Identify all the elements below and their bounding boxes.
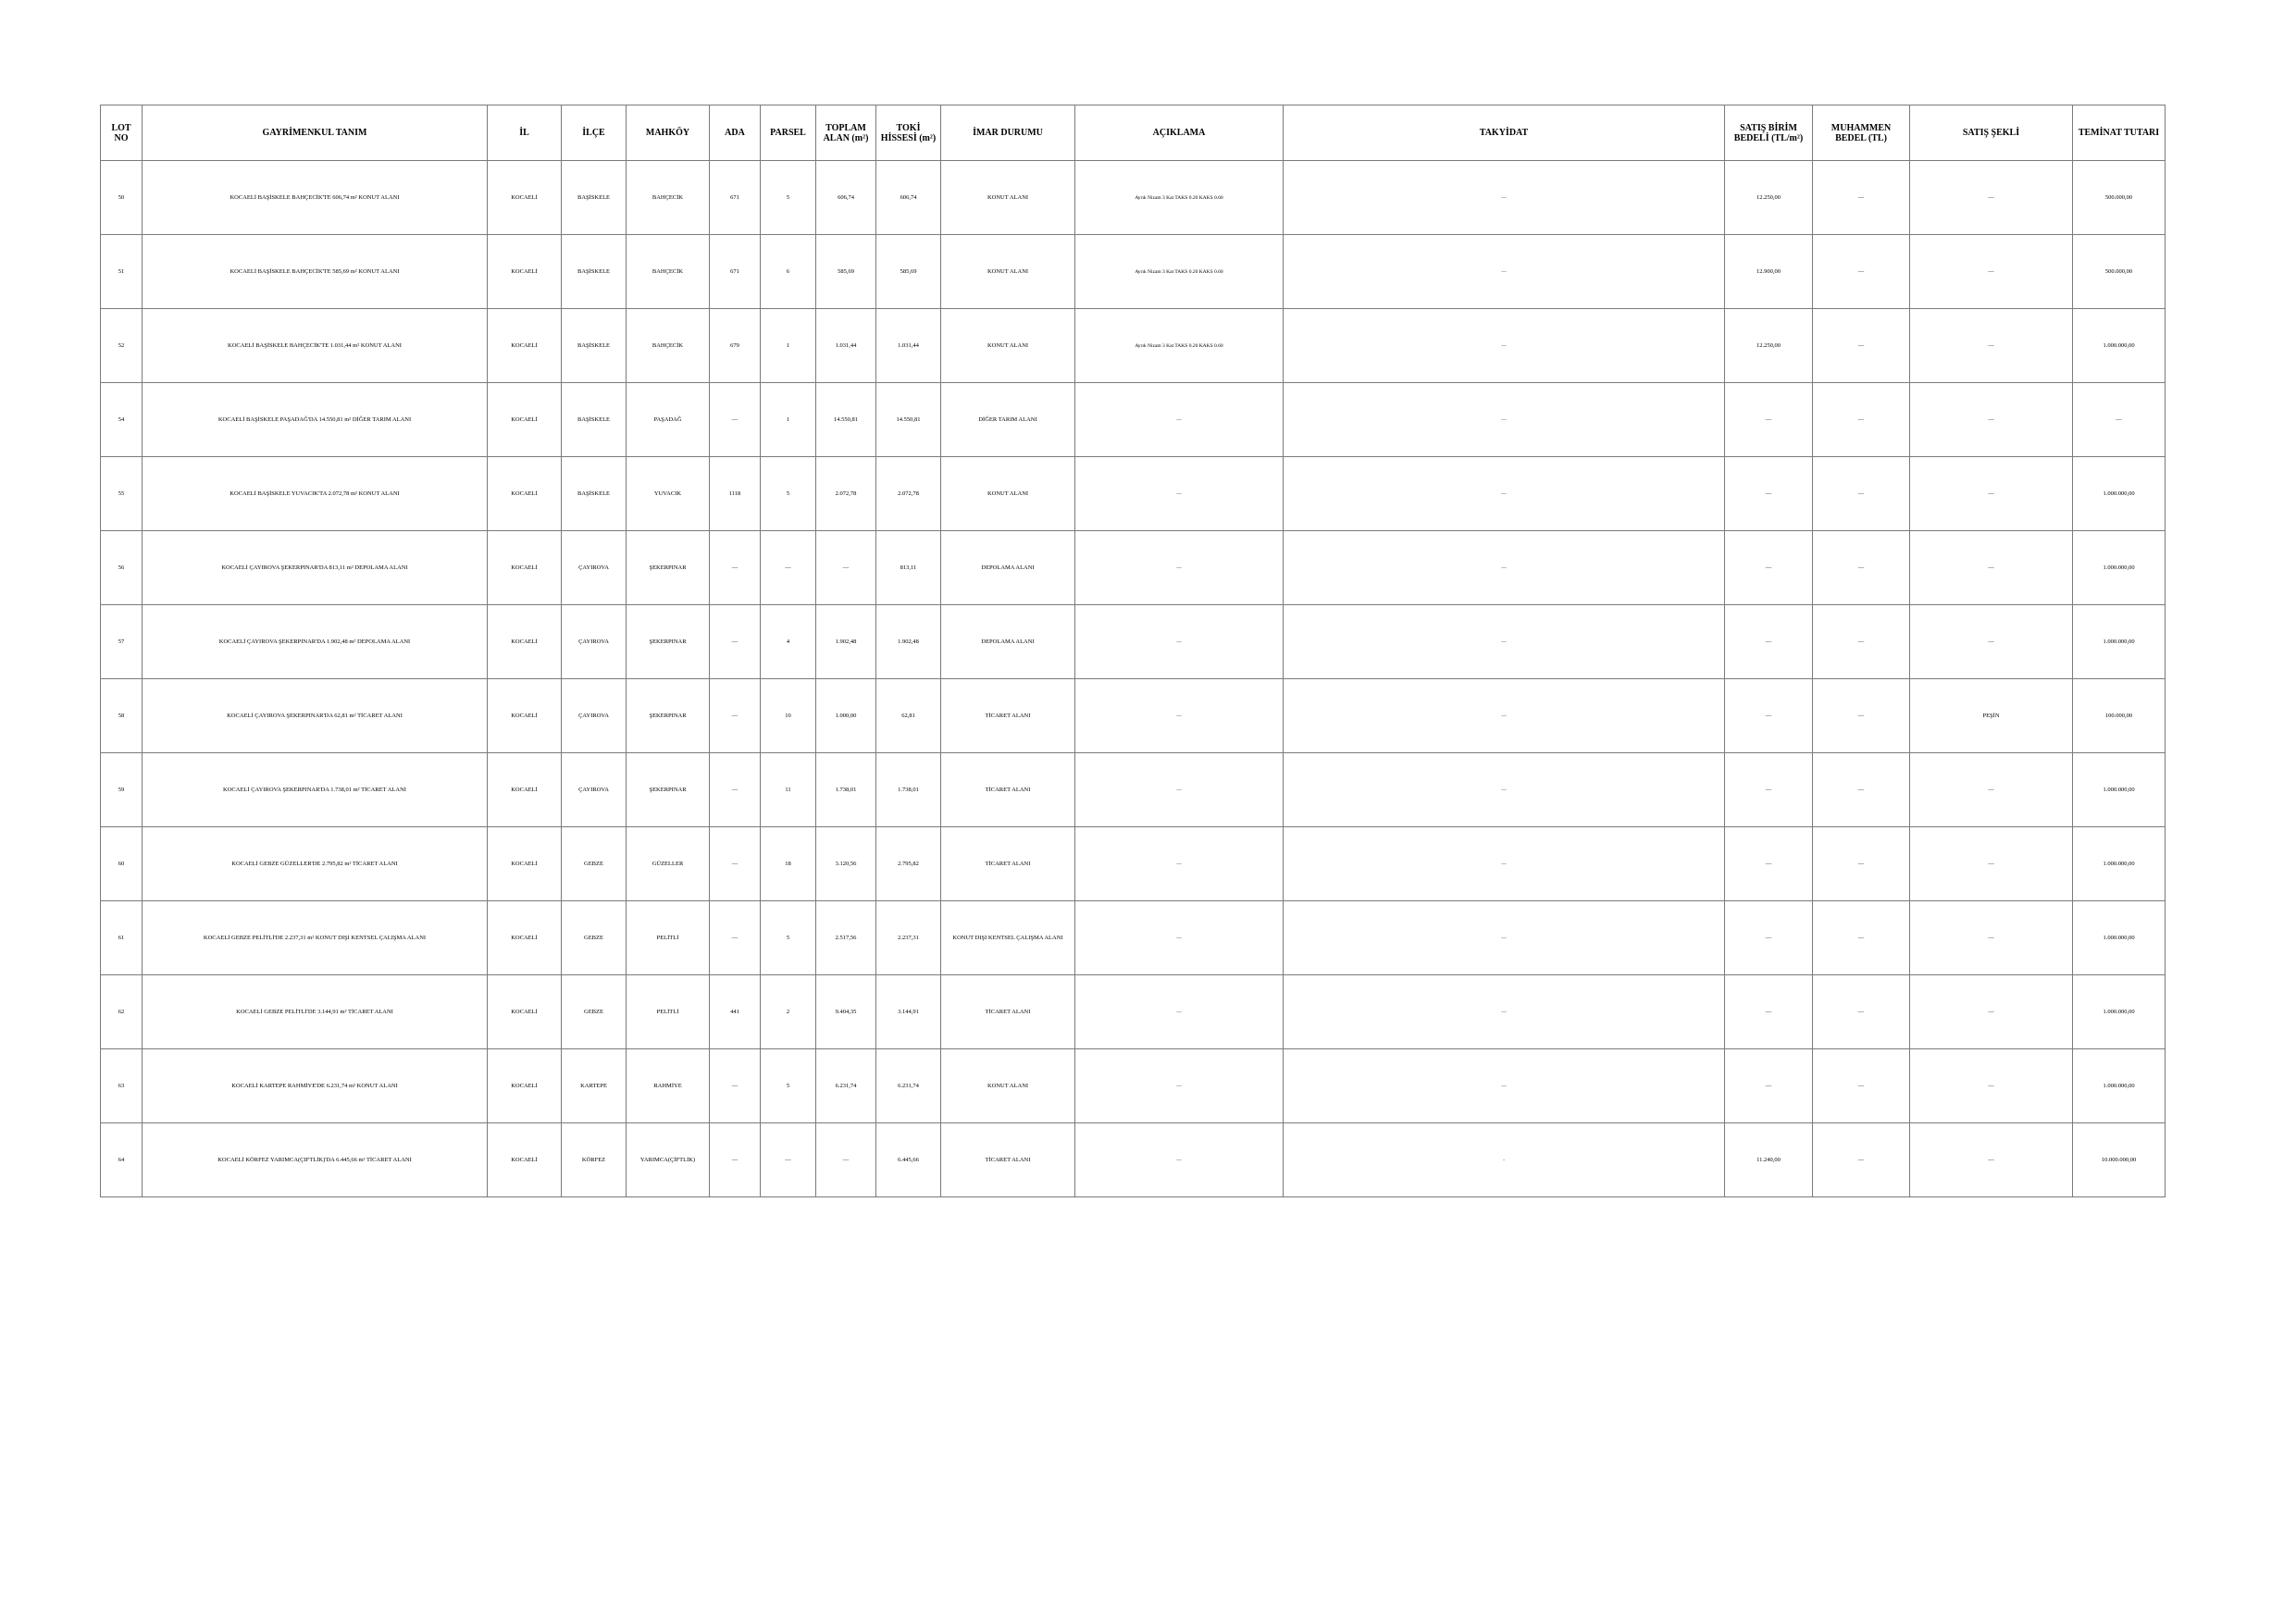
- cell-lot-no: 51: [101, 235, 143, 309]
- cell-sale-type: —: [1910, 383, 2073, 457]
- cell-deposit-amount: 500.000,00: [2073, 161, 2166, 235]
- table-row: [101, 457, 2166, 531]
- cell-neighborhood: BAHÇECİK: [627, 309, 710, 383]
- cell-toki-share: 585,69: [876, 235, 941, 309]
- cell-sale-type: —: [1910, 457, 2073, 531]
- cell-zoning-status: TİCARET ALANI: [941, 975, 1075, 1049]
- cell-property-description: KOCAELİ BAŞİSKELE BAHÇECİK'TE 1.031,44 m² KONUT ALANI: [143, 309, 488, 383]
- cell-parcel: 5: [761, 161, 816, 235]
- cell-zoning-status: KONUT ALANI: [941, 161, 1075, 235]
- cell-encumbrance: -: [1284, 1123, 1725, 1197]
- cell-zoning-status: KONUT DIŞI KENTSEL ÇALIŞMA ALANI: [941, 901, 1075, 975]
- cell-deposit-amount: 1.000.000,00: [2073, 975, 2166, 1049]
- cell-lot-no: 50: [101, 161, 143, 235]
- cell-property-description: KOCAELİ BAŞİSKELE YUVACIK'TA 2.072,78 m² KONUT ALANI: [143, 457, 488, 531]
- cell-property-description: KOCAELİ BAŞİSKELE BAHÇECİK'TE 606,74 m² KONUT ALANI: [143, 161, 488, 235]
- cell-neighborhood: YUVACIK: [627, 457, 710, 531]
- cell-district: GEBZE: [562, 975, 627, 1049]
- cell-district: GEBZE: [562, 901, 627, 975]
- cell-encumbrance: —: [1284, 161, 1725, 235]
- column-header-district: İLÇE: [562, 105, 627, 161]
- cell-sale-type: —: [1910, 309, 2073, 383]
- cell-encumbrance: —: [1284, 309, 1725, 383]
- cell-zoning-status: DEPOLAMA ALANI: [941, 531, 1075, 605]
- cell-total-area: 585,69: [816, 235, 876, 309]
- cell-toki-share: 6.445,66: [876, 1123, 941, 1197]
- column-header-toki-share: TOKİ HİSSESİ (m²): [876, 105, 941, 161]
- cell-neighborhood: ŞEKERPINAR: [627, 679, 710, 753]
- cell-encumbrance: —: [1284, 679, 1725, 753]
- cell-parcel: 5: [761, 901, 816, 975]
- cell-lot-no: 54: [101, 383, 143, 457]
- cell-parcel: 11: [761, 753, 816, 827]
- cell-appraised-value: —: [1813, 679, 1910, 753]
- cell-total-area: 606,74: [816, 161, 876, 235]
- cell-explanation: —: [1075, 827, 1284, 901]
- cell-zoning-status: DEPOLAMA ALANI: [941, 605, 1075, 679]
- cell-encumbrance: —: [1284, 975, 1725, 1049]
- cell-parcel: 5: [761, 457, 816, 531]
- cell-block: —: [710, 901, 761, 975]
- cell-total-area: 1.031,44: [816, 309, 876, 383]
- cell-neighborhood: PELİTLİ: [627, 901, 710, 975]
- cell-parcel: 1: [761, 383, 816, 457]
- cell-unit-price: —: [1725, 531, 1813, 605]
- column-header-lot-no: LOT NO: [101, 105, 143, 161]
- cell-appraised-value: —: [1813, 827, 1910, 901]
- cell-parcel: —: [761, 531, 816, 605]
- cell-block: —: [710, 605, 761, 679]
- cell-total-area: 3.120,56: [816, 827, 876, 901]
- cell-appraised-value: —: [1813, 235, 1910, 309]
- column-header-appraised-value: MUHAMMEN BEDEL (TL): [1813, 105, 1910, 161]
- cell-neighborhood: RAHMİYE: [627, 1049, 710, 1123]
- cell-district: KÖRFEZ: [562, 1123, 627, 1197]
- cell-toki-share: 1.738,01: [876, 753, 941, 827]
- cell-appraised-value: —: [1813, 531, 1910, 605]
- cell-lot-no: 64: [101, 1123, 143, 1197]
- cell-appraised-value: —: [1813, 605, 1910, 679]
- cell-toki-share: 813,11: [876, 531, 941, 605]
- cell-unit-price: 11.240,00: [1725, 1123, 1813, 1197]
- cell-appraised-value: —: [1813, 383, 1910, 457]
- cell-province: KOCAELİ: [488, 605, 562, 679]
- cell-block: 441: [710, 975, 761, 1049]
- cell-appraised-value: —: [1813, 901, 1910, 975]
- cell-province: KOCAELİ: [488, 975, 562, 1049]
- cell-lot-no: 52: [101, 309, 143, 383]
- cell-encumbrance: —: [1284, 605, 1725, 679]
- cell-lot-no: 55: [101, 457, 143, 531]
- cell-deposit-amount: 1.000.000,00: [2073, 457, 2166, 531]
- cell-province: KOCAELİ: [488, 827, 562, 901]
- cell-explanation: —: [1075, 605, 1284, 679]
- cell-lot-no: 60: [101, 827, 143, 901]
- table-row: [101, 531, 2166, 605]
- cell-province: KOCAELİ: [488, 753, 562, 827]
- cell-district: ÇAYIROVA: [562, 605, 627, 679]
- cell-parcel: 2: [761, 975, 816, 1049]
- cell-neighborhood: BAHÇECİK: [627, 235, 710, 309]
- cell-toki-share: 1.902,48: [876, 605, 941, 679]
- cell-explanation: Ayrık Nizam 3 Kat TAKS 0.20 KAKS 0.60: [1075, 309, 1284, 383]
- cell-zoning-status: TİCARET ALANI: [941, 753, 1075, 827]
- column-header-total-area: TOPLAM ALAN (m²): [816, 105, 876, 161]
- cell-province: KOCAELİ: [488, 457, 562, 531]
- column-header-deposit-amount: TEMİNAT TUTARI: [2073, 105, 2166, 161]
- cell-district: KARTEPE: [562, 1049, 627, 1123]
- cell-property-description: KOCAELİ BAŞİSKELE PAŞADAĞ'DA 14.550,81 m² DİĞER TARIM ALANI: [143, 383, 488, 457]
- cell-toki-share: 3.144,91: [876, 975, 941, 1049]
- cell-block: —: [710, 531, 761, 605]
- cell-province: KOCAELİ: [488, 161, 562, 235]
- table-row: [101, 753, 2166, 827]
- table-row: [101, 235, 2166, 309]
- cell-zoning-status: TİCARET ALANI: [941, 679, 1075, 753]
- cell-parcel: 10: [761, 679, 816, 753]
- cell-province: KOCAELİ: [488, 679, 562, 753]
- cell-explanation: —: [1075, 457, 1284, 531]
- column-header-unit-price: SATIŞ BİRİM BEDELİ (TL/m²): [1725, 105, 1813, 161]
- cell-sale-type: —: [1910, 161, 2073, 235]
- cell-district: BAŞİSKELE: [562, 457, 627, 531]
- cell-lot-no: 59: [101, 753, 143, 827]
- cell-appraised-value: —: [1813, 1049, 1910, 1123]
- cell-total-area: 1.902,48: [816, 605, 876, 679]
- cell-total-area: 2.517,56: [816, 901, 876, 975]
- cell-neighborhood: ŞEKERPINAR: [627, 753, 710, 827]
- column-header-explanation: AÇIKLAMA: [1075, 105, 1284, 161]
- cell-appraised-value: —: [1813, 457, 1910, 531]
- cell-neighborhood: PAŞADAĞ: [627, 383, 710, 457]
- cell-sale-type: —: [1910, 901, 2073, 975]
- cell-unit-price: —: [1725, 1049, 1813, 1123]
- cell-property-description: KOCAELİ ÇAYIROVA ŞEKERPINAR'DA 1.902,48 m² DEPOLAMA ALANI: [143, 605, 488, 679]
- cell-deposit-amount: 1.000.000,00: [2073, 827, 2166, 901]
- cell-zoning-status: DİĞER TARIM ALANI: [941, 383, 1075, 457]
- cell-explanation: —: [1075, 1123, 1284, 1197]
- cell-neighborhood: BAHÇECİK: [627, 161, 710, 235]
- cell-encumbrance: —: [1284, 383, 1725, 457]
- cell-total-area: 1.000,00: [816, 679, 876, 753]
- cell-property-description: KOCAELİ BAŞİSKELE BAHÇECİK'TE 585,69 m² KONUT ALANI: [143, 235, 488, 309]
- table-row: [101, 901, 2166, 975]
- cell-encumbrance: —: [1284, 235, 1725, 309]
- cell-toki-share: 2.795,82: [876, 827, 941, 901]
- cell-block: 671: [710, 235, 761, 309]
- cell-neighborhood: YARIMCA(ÇİFTLİK): [627, 1123, 710, 1197]
- cell-parcel: 1: [761, 309, 816, 383]
- cell-appraised-value: —: [1813, 1123, 1910, 1197]
- cell-zoning-status: KONUT ALANI: [941, 309, 1075, 383]
- cell-province: KOCAELİ: [488, 383, 562, 457]
- cell-block: 1118: [710, 457, 761, 531]
- cell-zoning-status: KONUT ALANI: [941, 457, 1075, 531]
- cell-deposit-amount: 10.000.000,00: [2073, 1123, 2166, 1197]
- cell-total-area: 1.738,01: [816, 753, 876, 827]
- cell-block: 679: [710, 309, 761, 383]
- table-row: [101, 679, 2166, 753]
- column-header-sale-type: SATIŞ ŞEKLİ: [1910, 105, 2073, 161]
- cell-appraised-value: —: [1813, 309, 1910, 383]
- cell-encumbrance: —: [1284, 901, 1725, 975]
- cell-sale-type: —: [1910, 1123, 2073, 1197]
- cell-deposit-amount: 1.000.000,00: [2073, 309, 2166, 383]
- table-row: [101, 309, 2166, 383]
- cell-sale-type: —: [1910, 753, 2073, 827]
- cell-deposit-amount: —: [2073, 383, 2166, 457]
- cell-appraised-value: —: [1813, 753, 1910, 827]
- cell-property-description: KOCAELİ KÖRFEZ YARIMCA(ÇIFTLİK)'DA 6.445,66 m² TİCARET ALANI: [143, 1123, 488, 1197]
- table-row: [101, 975, 2166, 1049]
- cell-deposit-amount: 1.000.000,00: [2073, 753, 2166, 827]
- cell-sale-type: —: [1910, 235, 2073, 309]
- cell-encumbrance: —: [1284, 827, 1725, 901]
- cell-lot-no: 58: [101, 679, 143, 753]
- cell-district: BAŞİSKELE: [562, 161, 627, 235]
- cell-deposit-amount: 500.000,00: [2073, 235, 2166, 309]
- cell-district: GEBZE: [562, 827, 627, 901]
- property-auction-table: [100, 105, 2166, 1197]
- document-sheet: [100, 105, 2165, 1197]
- cell-toki-share: 62,81: [876, 679, 941, 753]
- cell-neighborhood: PELİTLİ: [627, 975, 710, 1049]
- cell-unit-price: —: [1725, 383, 1813, 457]
- cell-total-area: —: [816, 531, 876, 605]
- cell-appraised-value: —: [1813, 161, 1910, 235]
- cell-lot-no: 62: [101, 975, 143, 1049]
- cell-zoning-status: KONUT ALANI: [941, 1049, 1075, 1123]
- cell-appraised-value: —: [1813, 975, 1910, 1049]
- cell-total-area: 14.550,81: [816, 383, 876, 457]
- column-header-block: ADA: [710, 105, 761, 161]
- table-row: [101, 1123, 2166, 1197]
- cell-sale-type: —: [1910, 1049, 2073, 1123]
- cell-block: —: [710, 1123, 761, 1197]
- cell-unit-price: —: [1725, 605, 1813, 679]
- cell-deposit-amount: 1.000.000,00: [2073, 1049, 2166, 1123]
- cell-explanation: —: [1075, 1049, 1284, 1123]
- cell-district: BAŞİSKELE: [562, 235, 627, 309]
- cell-lot-no: 56: [101, 531, 143, 605]
- cell-property-description: KOCAELİ KARTEPE RAHMİYE'DE 6.231,74 m² KONUT ALANI: [143, 1049, 488, 1123]
- cell-neighborhood: GÜZELLER: [627, 827, 710, 901]
- cell-block: —: [710, 753, 761, 827]
- cell-lot-no: 61: [101, 901, 143, 975]
- cell-province: KOCAELİ: [488, 1049, 562, 1123]
- cell-parcel: —: [761, 1123, 816, 1197]
- cell-explanation: —: [1075, 901, 1284, 975]
- cell-explanation: —: [1075, 975, 1284, 1049]
- cell-unit-price: —: [1725, 679, 1813, 753]
- cell-deposit-amount: 1.000.000,00: [2073, 531, 2166, 605]
- table-body: [101, 161, 2166, 1197]
- column-header-property-description: GAYRİMENKUL TANIM: [143, 105, 488, 161]
- column-header-encumbrance: TAKYİDAT: [1284, 105, 1725, 161]
- column-header-province: İL: [488, 105, 562, 161]
- cell-unit-price: —: [1725, 457, 1813, 531]
- cell-province: KOCAELİ: [488, 531, 562, 605]
- cell-explanation: —: [1075, 383, 1284, 457]
- cell-neighborhood: ŞEKERPINAR: [627, 531, 710, 605]
- cell-explanation: Ayrık Nizam 3 Kat TAKS 0.20 KAKS 0.60: [1075, 235, 1284, 309]
- cell-encumbrance: —: [1284, 1049, 1725, 1123]
- cell-toki-share: 606,74: [876, 161, 941, 235]
- cell-sale-type: —: [1910, 827, 2073, 901]
- cell-block: —: [710, 827, 761, 901]
- cell-zoning-status: TİCARET ALANI: [941, 827, 1075, 901]
- cell-lot-no: 63: [101, 1049, 143, 1123]
- cell-unit-price: —: [1725, 753, 1813, 827]
- cell-deposit-amount: 1.000.000,00: [2073, 901, 2166, 975]
- cell-parcel: 6: [761, 235, 816, 309]
- cell-district: ÇAYIROVA: [562, 679, 627, 753]
- cell-block: —: [710, 679, 761, 753]
- cell-lot-no: 57: [101, 605, 143, 679]
- cell-explanation: Ayrık Nizam 3 Kat TAKS 0.20 KAKS 0.60: [1075, 161, 1284, 235]
- cell-province: KOCAELİ: [488, 1123, 562, 1197]
- cell-zoning-status: TİCARET ALANI: [941, 1123, 1075, 1197]
- cell-explanation: —: [1075, 753, 1284, 827]
- cell-parcel: 18: [761, 827, 816, 901]
- cell-district: BAŞİSKELE: [562, 383, 627, 457]
- cell-property-description: KOCAELİ GEBZE PELİTLİ'DE 2.237,31 m² KONUT DIŞI KENTSEL ÇALIŞMA ALANI: [143, 901, 488, 975]
- cell-sale-type: —: [1910, 531, 2073, 605]
- cell-district: BAŞİSKELE: [562, 309, 627, 383]
- column-header-parcel: PARSEL: [761, 105, 816, 161]
- table-header-row: [101, 105, 2166, 161]
- table-row: [101, 1049, 2166, 1123]
- cell-property-description: KOCAELİ ÇAYIROVA ŞEKERPINAR'DA 813,11 m² DEPOLAMA ALANI: [143, 531, 488, 605]
- cell-property-description: KOCAELİ GEBZE PELİTLİ'DE 3.144,91 m² TİCARET ALANI: [143, 975, 488, 1049]
- cell-district: ÇAYIROVA: [562, 531, 627, 605]
- cell-property-description: KOCAELİ ÇAYIROVA ŞEKERPINAR'DA 62,81 m² TİCARET ALANI: [143, 679, 488, 753]
- cell-property-description: KOCAELİ GEBZE GÜZELLER'DE 2.795,82 m² TİCARET ALANI: [143, 827, 488, 901]
- column-header-neighborhood: MAHKÖY: [627, 105, 710, 161]
- cell-total-area: 9.404,35: [816, 975, 876, 1049]
- cell-encumbrance: —: [1284, 531, 1725, 605]
- table-row: [101, 827, 2166, 901]
- cell-neighborhood: ŞEKERPINAR: [627, 605, 710, 679]
- cell-unit-price: 12.250,00: [1725, 309, 1813, 383]
- table-row: [101, 605, 2166, 679]
- cell-toki-share: 2.237,31: [876, 901, 941, 975]
- table-row: [101, 383, 2166, 457]
- cell-total-area: 6.231,74: [816, 1049, 876, 1123]
- cell-deposit-amount: 100.000,00: [2073, 679, 2166, 753]
- cell-explanation: —: [1075, 531, 1284, 605]
- cell-property-description: KOCAELİ ÇAYIROVA ŞEKERPINAR'DA 1.738,01 m² TİCARET ALANI: [143, 753, 488, 827]
- cell-toki-share: 6.231,74: [876, 1049, 941, 1123]
- cell-province: KOCAELİ: [488, 235, 562, 309]
- cell-unit-price: —: [1725, 975, 1813, 1049]
- cell-explanation: —: [1075, 679, 1284, 753]
- cell-unit-price: —: [1725, 901, 1813, 975]
- cell-sale-type: PEŞİN: [1910, 679, 2073, 753]
- cell-deposit-amount: 1.000.000,00: [2073, 605, 2166, 679]
- cell-province: KOCAELİ: [488, 901, 562, 975]
- cell-sale-type: —: [1910, 975, 2073, 1049]
- cell-district: ÇAYIROVA: [562, 753, 627, 827]
- cell-sale-type: —: [1910, 605, 2073, 679]
- cell-toki-share: 1.031,44: [876, 309, 941, 383]
- cell-parcel: 4: [761, 605, 816, 679]
- cell-block: —: [710, 383, 761, 457]
- cell-parcel: 5: [761, 1049, 816, 1123]
- cell-zoning-status: KONUT ALANI: [941, 235, 1075, 309]
- cell-unit-price: —: [1725, 827, 1813, 901]
- cell-toki-share: 14.550,81: [876, 383, 941, 457]
- cell-unit-price: 12.900,00: [1725, 235, 1813, 309]
- cell-unit-price: 12.250,00: [1725, 161, 1813, 235]
- cell-toki-share: 2.072,78: [876, 457, 941, 531]
- cell-block: —: [710, 1049, 761, 1123]
- table-row: [101, 161, 2166, 235]
- cell-province: KOCAELİ: [488, 309, 562, 383]
- cell-encumbrance: —: [1284, 753, 1725, 827]
- cell-encumbrance: —: [1284, 457, 1725, 531]
- column-header-zoning-status: İMAR DURUMU: [941, 105, 1075, 161]
- cell-total-area: —: [816, 1123, 876, 1197]
- cell-block: 671: [710, 161, 761, 235]
- cell-total-area: 2.072,78: [816, 457, 876, 531]
